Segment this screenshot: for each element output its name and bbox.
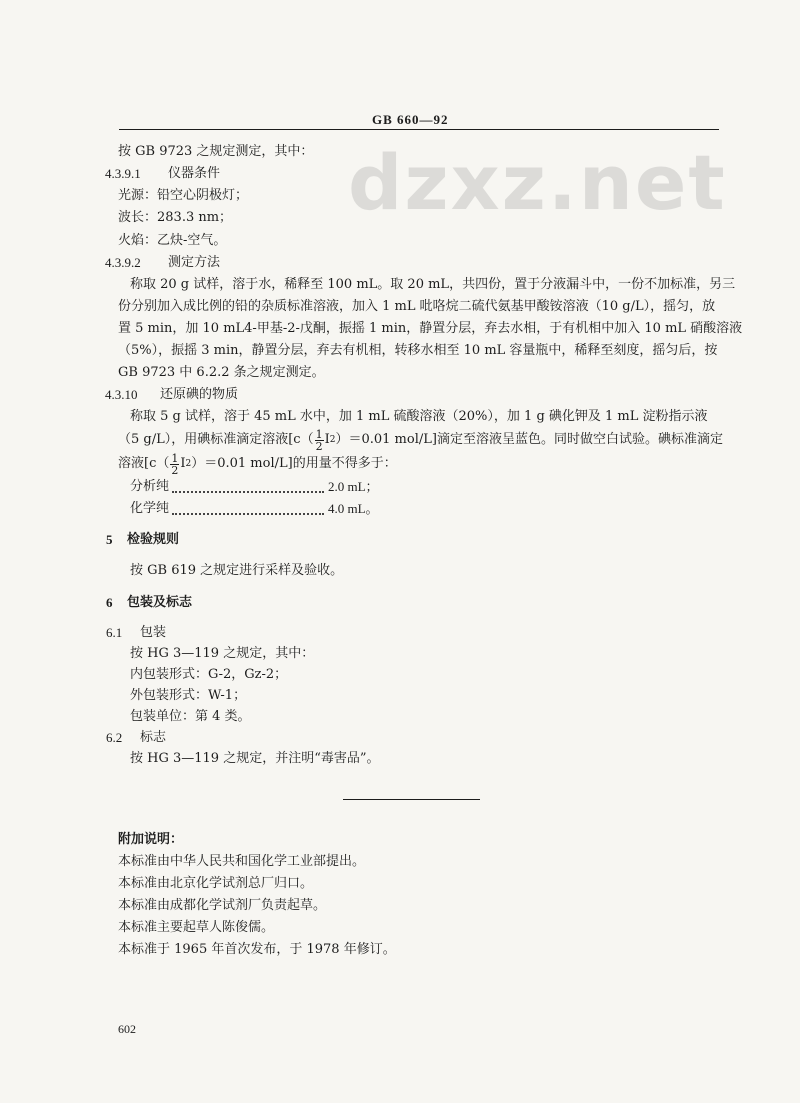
method-line: 置 5 min，加 10 mL4-甲基-2-戊酮，振摇 1 min，静置分层，弃去水相，于有机相中加入 10 mL 硝酸溶液 [118,321,743,336]
marking-text: 按 HG 3—119 之规定，并注明“毒害品”。 [130,751,380,766]
header-rule [119,129,719,130]
watermark: dzxz.net [348,138,727,227]
section-6-title: 包装及标志 [127,595,193,610]
section-5-title: 检验规则 [127,532,180,547]
iodine-symbol: I [180,456,186,471]
section-62-title: 标志 [140,730,167,745]
intro-text: 按 GB 9723 之规定测定，其中： [118,144,314,159]
reducing-line-2 [118,427,723,453]
fraction-numerator: 1 [171,451,179,465]
dot-leader [172,513,324,515]
section-62-number: 6.2 [106,730,123,745]
appendix-line: 本标准由中华人民共和国化学工业部提出。 [118,854,366,869]
reducing-line-2-c: ）＝0.01 mol/L]滴定至溶液呈蓝色。同时做空白试验。碘标准滴定 [335,432,723,447]
appendix-line: 本标准由北京化学试剂总厂归口。 [118,876,314,891]
section-4392-title: 测定方法 [168,255,221,270]
grade-chemical-label: 化学纯 [130,501,170,516]
section-4391-title: 仪器条件 [168,166,221,181]
iodine-symbol: I [324,432,330,447]
iodine-subscript: 2 [329,435,336,445]
method-line: （5%），振摇 3 min，静置分层，弃去有机相，转移水相至 10 mL 容量瓶中，稀释至刻度，摇匀后，按 [118,343,718,358]
section-4310-number: 4.3.10 [105,387,138,402]
flame: 火焰：乙炔-空气。 [118,233,227,248]
packaging-line: 包装单位：第 4 类。 [130,709,251,724]
dot-leader [172,491,324,493]
method-line: GB 9723 中 6.2.2 条之规定测定。 [118,365,325,380]
fraction-denominator: 2 [315,439,323,453]
fraction-half [315,429,324,452]
fraction-denominator: 2 [171,463,179,477]
reducing-line-3-c: ）＝0.01 mol/L]的用量不得多于： [191,456,397,471]
section-5-text: 按 GB 619 之规定进行采样及验收。 [130,563,344,578]
section-4310-title: 还原碘的物质 [160,387,239,402]
section-6-number: 6 [106,595,113,610]
method-line: 份分别加入成比例的铅的杂质标准溶液，加入 1 mL 吡咯烷二硫代氨基甲酸铵溶液（10 g/L），摇匀，放 [118,299,716,314]
section-61-title: 包装 [140,625,167,640]
section-5-number: 5 [106,532,113,547]
section-4391-number: 4.3.9.1 [105,166,141,181]
fraction-numerator: 1 [315,427,323,441]
grade-chemical-value: 4.0 mL。 [328,501,379,516]
wavelength: 波长：283.3 nm； [118,210,233,225]
section-61-number: 6.1 [106,625,123,640]
page-number: 602 [118,1022,136,1036]
appendix-title: 附加说明： [118,832,184,847]
reducing-line-3 [118,451,397,477]
appendix-line: 本标准主要起草人陈俊儒。 [118,920,275,935]
header-code: GB 660—92 [372,112,449,127]
section-divider [343,799,480,800]
appendix-line: 本标准于 1965 年首次发布，于 1978 年修订。 [118,942,396,957]
packaging-line: 内包装形式：G-2，Gz-2； [130,667,288,682]
packaging-line: 外包装形式：W-1； [130,688,247,703]
light-source: 光源：铅空心阴极灯； [118,188,249,203]
appendix-line: 本标准由成都化学试剂厂负责起草。 [118,898,327,913]
reducing-line-1: 称取 5 g 试样，溶于 45 mL 水中，加 1 mL 硫酸溶液（20%），加 1 g 碘化钾及 1 mL 淀粉指示液 [130,409,708,424]
grade-analytical-value: 2.0 mL； [328,479,379,494]
iodine-subscript: 2 [185,459,192,469]
section-4392-number: 4.3.9.2 [105,255,141,270]
method-line: 称取 20 g 试样，溶于水，稀释至 100 mL。取 20 mL，共四份，置于分液漏斗中，一份不加标准，另三 [130,277,736,292]
reducing-line-2-a: （5 g/L），用碘标准滴定溶液[c（ [118,432,314,447]
grade-analytical-label: 分析纯 [130,479,170,494]
packaging-line: 按 HG 3—119 之规定，其中： [130,646,315,661]
reducing-line-3-a: 溶液[c（ [118,456,170,471]
fraction-half [170,453,179,476]
